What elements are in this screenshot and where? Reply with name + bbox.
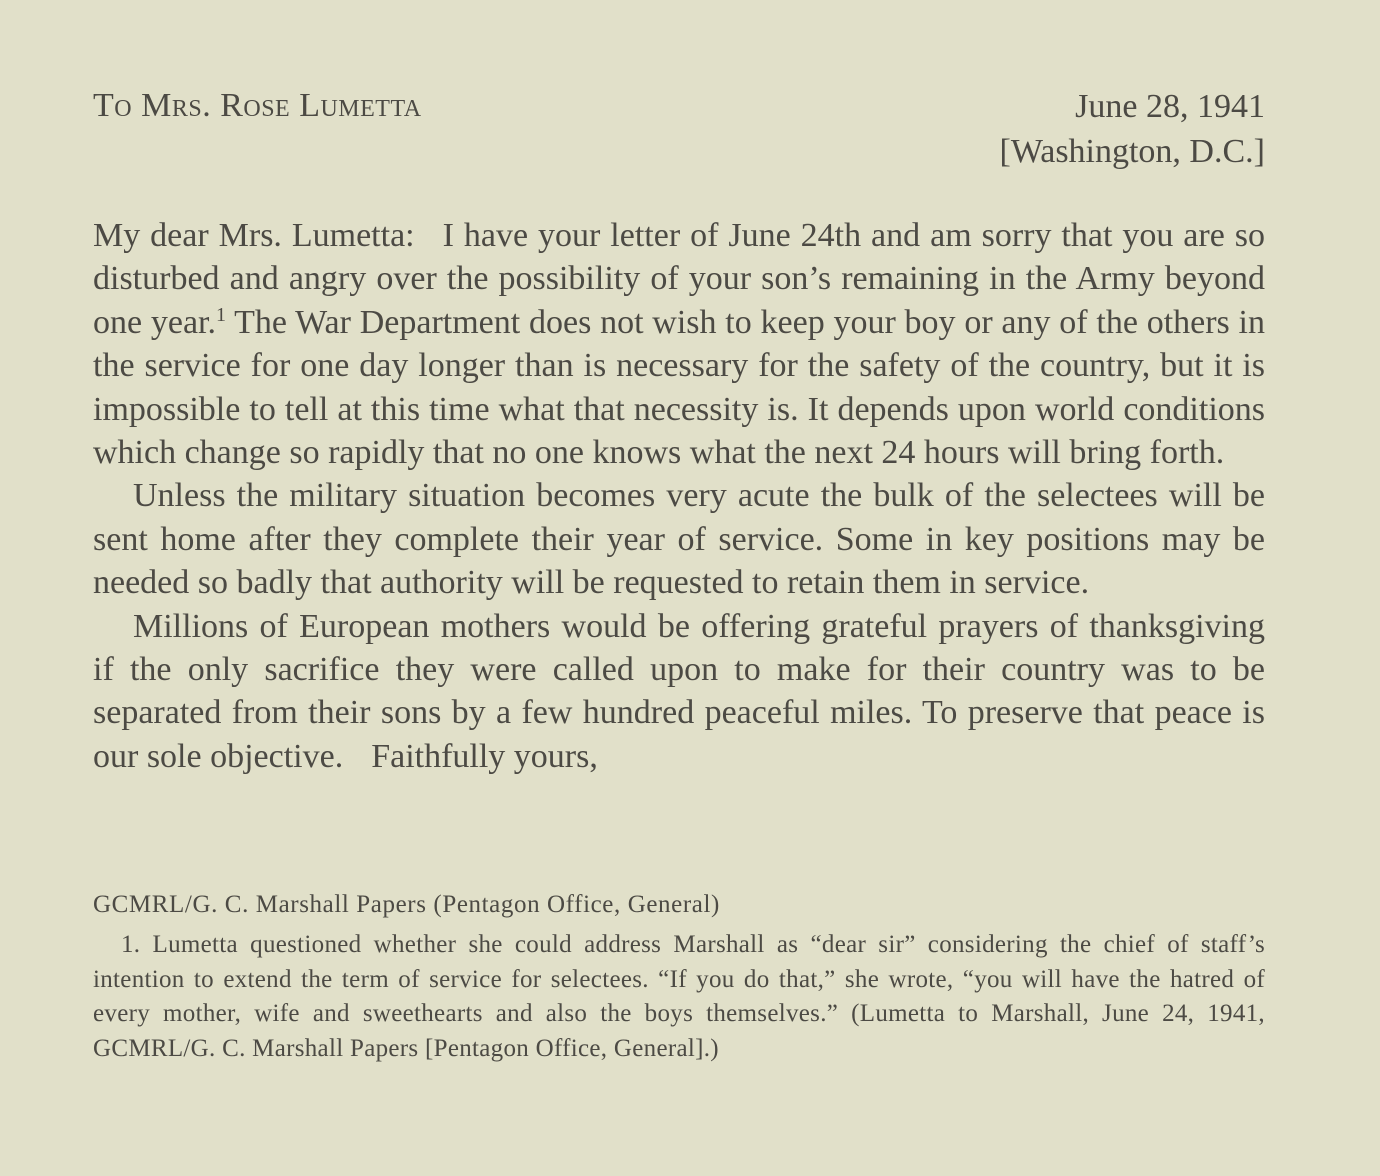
paragraph-3 bbox=[93, 605, 1265, 779]
paragraph-1 bbox=[93, 214, 1265, 474]
footnote-reference: 1 bbox=[216, 303, 226, 326]
date-place-block bbox=[1000, 84, 1265, 174]
salutation: My dear Mrs. Lumetta: bbox=[93, 217, 415, 254]
letter-body bbox=[93, 214, 1265, 778]
letter-page bbox=[93, 0, 1265, 1176]
letter-header bbox=[93, 84, 1265, 184]
letter-place: [Washington, D.C.] bbox=[999, 133, 1265, 170]
recipient-heading: To Mrs. Rose Lumetta bbox=[93, 87, 422, 124]
closing: Faithfully yours, bbox=[371, 737, 598, 775]
footnote: 1. Lumetta questioned whether she could address Marshall as “dear sir” considering the chief of staff’s intention to extend the term of service for selectees. “If you do that,” she wrote, “you will have the hatred of every mother, wife and sweethearts and also the boys themselves.” (Lumetta to Marshall, June 24, 1941, GCMRL/G. C. Marshall Papers [Pentagon Office, General].) bbox=[93, 931, 1265, 1062]
paragraph-1-text-b: The War Department does not wish to keep your boy or any of the others in the service for one day longer than is necessary for the safety of the country, but it is impossible to tell at this time what that necessity is. It depends upon world conditions which change so rapidly that no one knows what the next 24 hours will bring forth. bbox=[93, 303, 1265, 472]
letter-date: June 28, 1941 bbox=[1075, 88, 1265, 125]
source-citation: GCMRL/G. C. Marshall Papers (Pentagon Office, General) bbox=[93, 891, 720, 918]
paragraph-1-text-a: I have your letter of June 24th and am sorry that you are so disturbed and angry over the possibility of your son’s remaining in the Army beyond one year. bbox=[93, 217, 1265, 341]
paragraph-2: Unless the military situation becomes very acute the bulk of the selectees will be sent home after they complete their year of service. Some in key positions may be needed so badly that authority will be requested to retain them in service. bbox=[93, 477, 1265, 602]
paragraph-3-text: Millions of European mothers would be offering grateful prayers of thanksgiving if the only sacrifice they were called upon to make for their country was to be separated from their sons by a few hundred peaceful miles. To preserve that peace is our sole objective. bbox=[93, 607, 1265, 775]
